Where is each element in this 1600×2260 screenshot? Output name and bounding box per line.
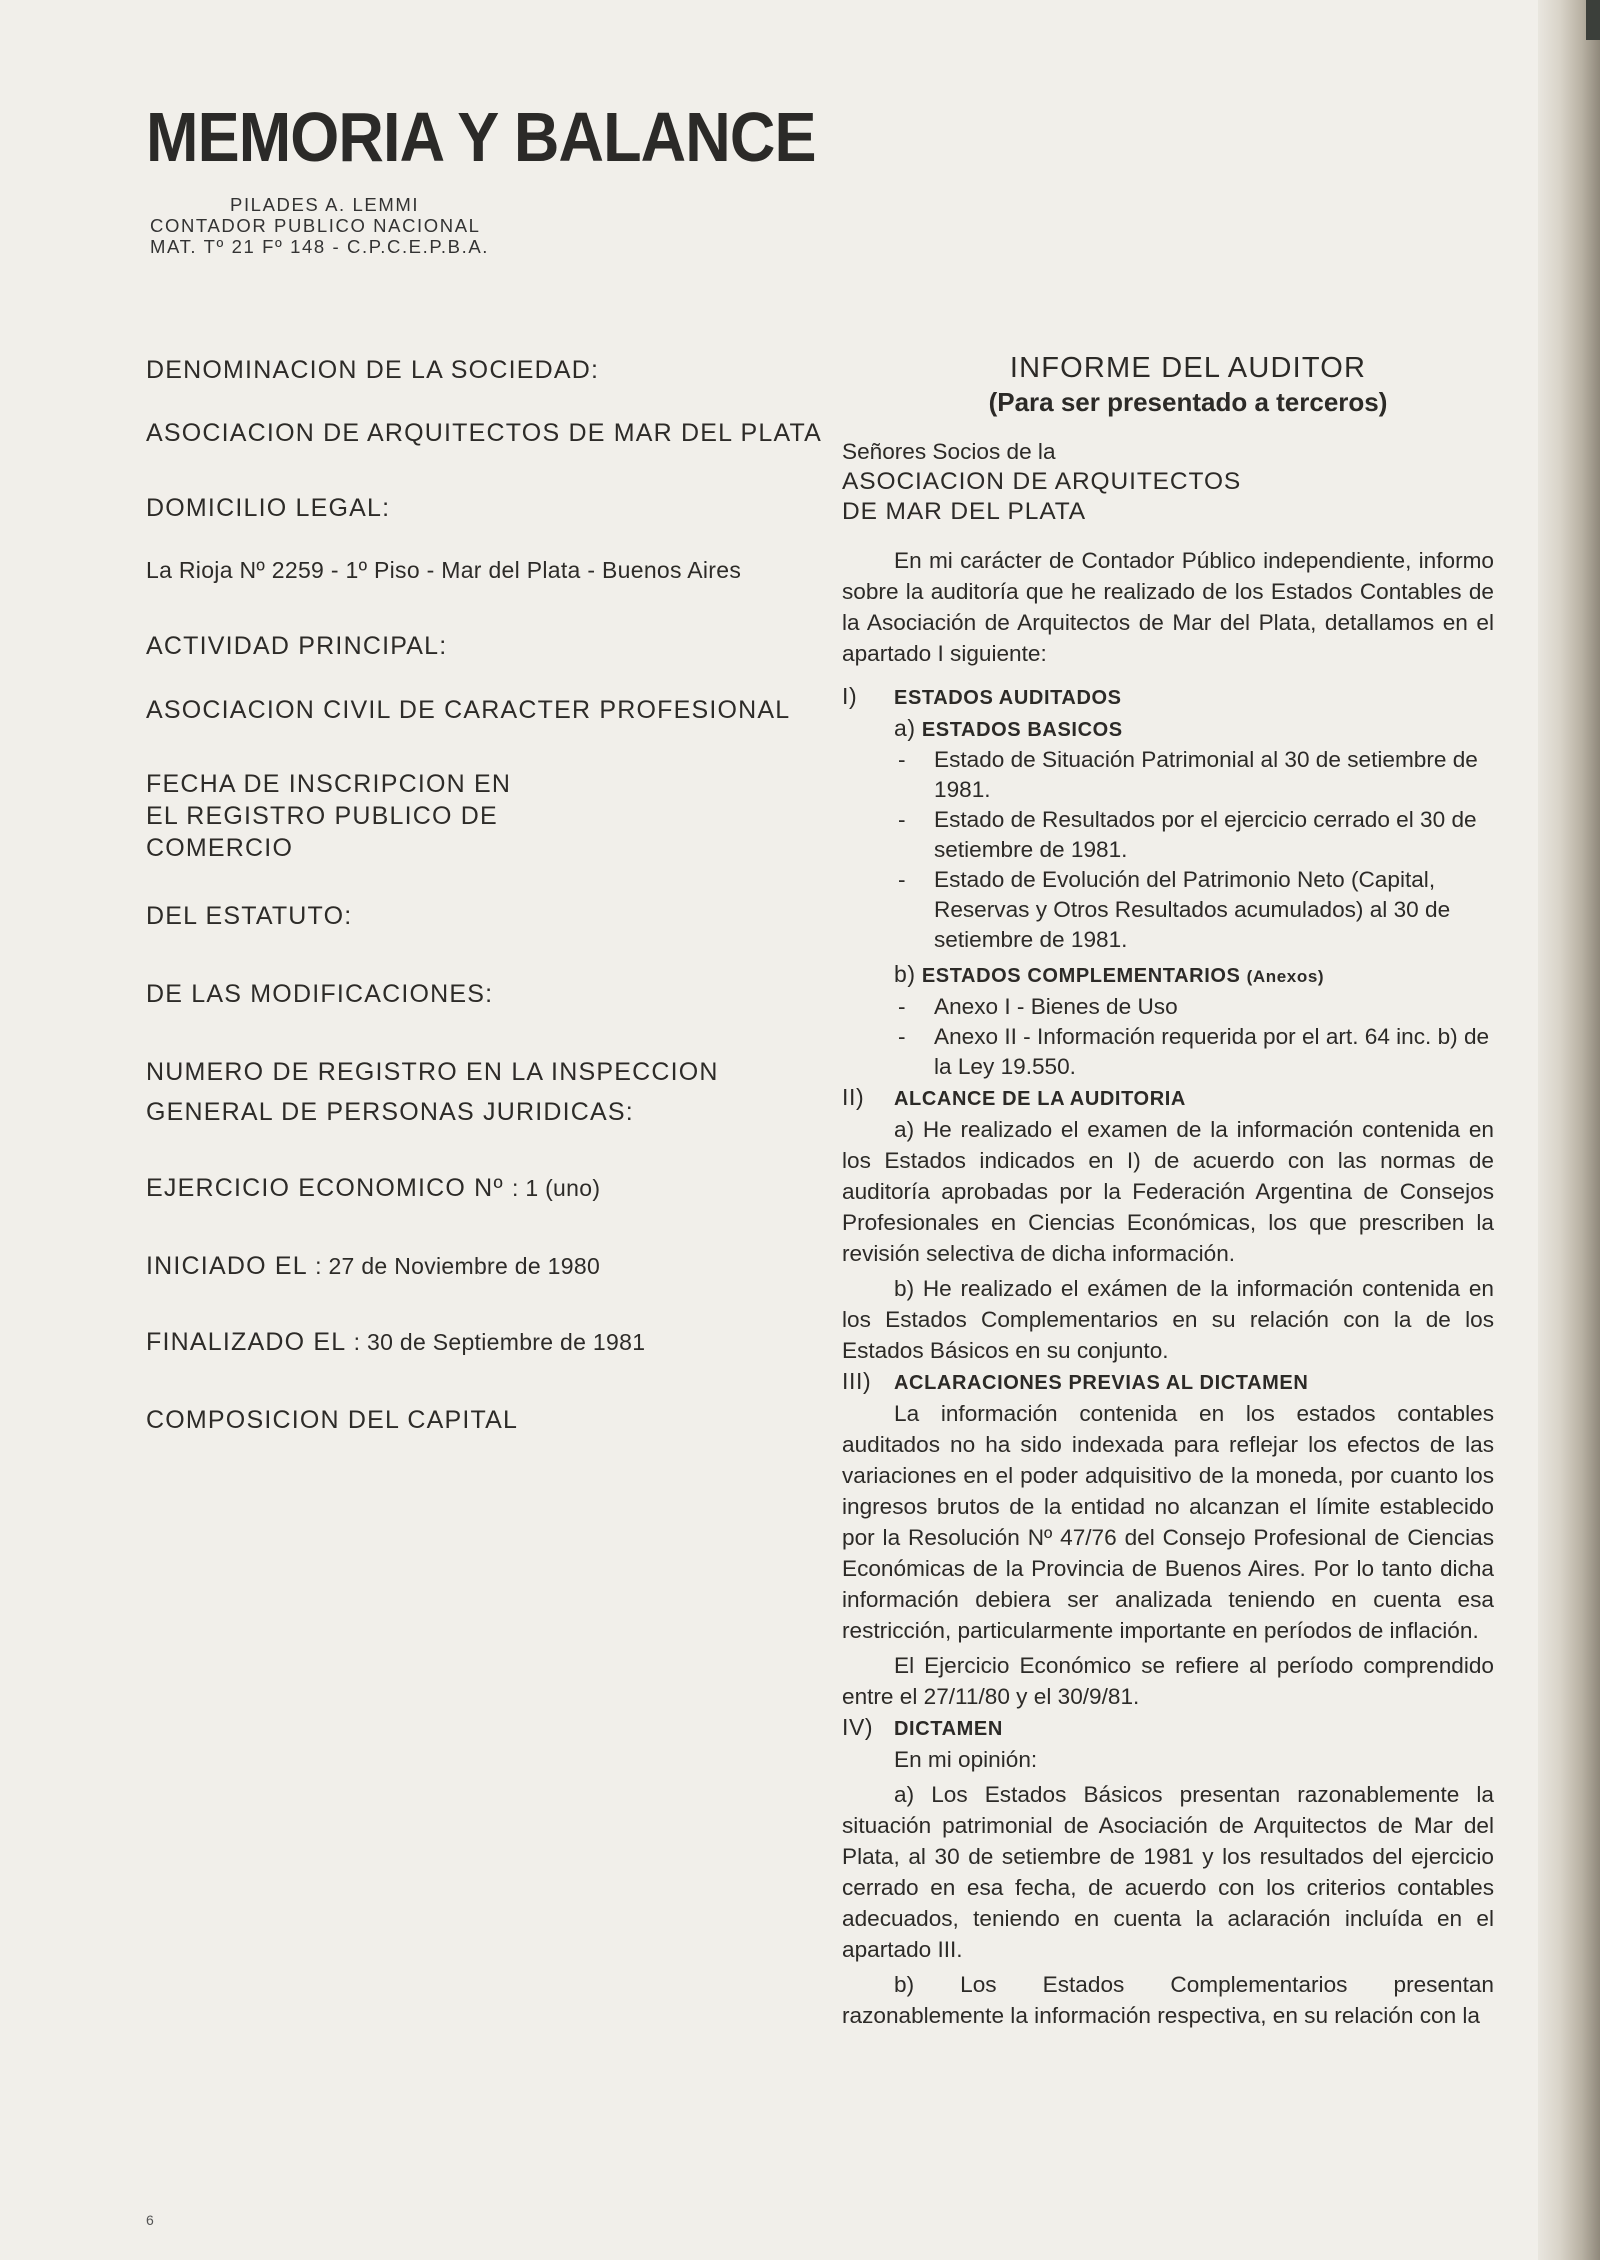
list-item: - Anexo I - Bienes de Uso [894, 992, 1494, 1022]
list-item: - Estado de Evolución del Patrimonio Neto (Capital, Reservas y Otros Resultados acumulados) al 30 de setiembre de 1981. [894, 865, 1494, 955]
author-block [150, 194, 489, 257]
section-3-paragraph-1: La información contenida en los estados contables auditados no ha sido indexada para reflejar los efectos de las variaciones en el poder adquisitivo de la moneda, por cuanto los ingresos brutos de la entidad no alcanzan el límite establecido por la Resolución Nº 47/76 del Consejo Profesional de Ciencias Económicas de la Provincia de Buenos Aires. Por lo tanto dicha información debiera ser analizada teniendo en cuenta esa restricción, particularmente importante en períodos de inflación. [842, 1401, 1494, 1643]
section-4-paragraph-b: b) Los Estados Complementarios presentan razonablemente la información respectiva, en su relación con la [842, 1972, 1494, 2028]
section-3-heading: III) ACLARACIONES PREVIAS AL DICTAMEN [842, 1368, 1309, 1394]
list-item: - Estado de Situación Patrimonial al 30 de setiembre de 1981. [894, 745, 1494, 805]
page-corner-shadow [1586, 0, 1600, 40]
page-title: MEMORIA Y BALANCE [146, 98, 816, 176]
author-name: PILADES A. LEMMI [230, 194, 420, 215]
iniciado-row [146, 1250, 600, 1282]
actividad-value: ASOCIACION CIVIL DE CARACTER PROFESIONAL [146, 696, 791, 724]
estatuto-label: DEL ESTATUTO: [146, 902, 353, 930]
addressee-block [842, 436, 1494, 527]
section-1b-list [842, 992, 1494, 1082]
author-registration: MAT. Tº 21 Fº 148 - C.P.C.E.P.B.A. [150, 236, 490, 257]
report-subtitle: (Para ser presentado a terceros) [988, 387, 1388, 417]
report-intro: En mi carácter de Contador Público independiente, informo sobre la auditoría que he realizado de los Estados Contables de la Asociación de Arquitectos de Mar del Plata, detallamos en el apartado I siguiente: [842, 548, 1494, 666]
domicilio-value: La Rioja Nº 2259 - 1º Piso - Mar del Plata - Buenos Aires [146, 557, 742, 583]
registro-line2: GENERAL DE PERSONAS JURIDICAS: [146, 1098, 634, 1126]
page-binding-edge [1538, 0, 1600, 2260]
section-3-paragraph-2: El Ejercicio Económico se refiere al período comprendido entre el 27/11/80 y el 30/9/81. [842, 1653, 1494, 1709]
section-4-intro: En mi opinión: [894, 1747, 1038, 1772]
finalizado-value: : 30 de Septiembre de 1981 [353, 1329, 646, 1355]
denominacion-value: ASOCIACION DE ARQUITECTOS DE MAR DEL PLATA [146, 419, 822, 447]
section-2-heading: II) ALCANCE DE LA AUDITORIA [842, 1084, 1186, 1110]
salutation: Señores Socios de la [842, 439, 1056, 464]
finalizado-row [146, 1326, 645, 1358]
addressee-line1: ASOCIACION DE ARQUITECTOS [842, 468, 1242, 495]
actividad-label: ACTIVIDAD PRINCIPAL: [146, 632, 448, 660]
fecha-inscripcion-line2: EL REGISTRO PUBLICO DE [146, 802, 498, 830]
ejercicio-label: EJERCICIO ECONOMICO Nº [146, 1174, 504, 1202]
iniciado-label: INICIADO EL [146, 1252, 307, 1280]
fecha-inscripcion-line3: COMERCIO [146, 834, 294, 862]
report-title: INFORME DEL AUDITOR [1009, 352, 1367, 384]
section-1b-heading: b) ESTADOS COMPLEMENTARIOS (Anexos) [894, 961, 1325, 987]
author-title: CONTADOR PUBLICO NACIONAL [150, 215, 481, 236]
section-4-heading: IV) DICTAMEN [842, 1714, 1003, 1740]
modificaciones-label: DE LAS MODIFICACIONES: [146, 980, 494, 1008]
domicilio-label: DOMICILIO LEGAL: [146, 494, 391, 522]
registro-line1: NUMERO DE REGISTRO EN LA INSPECCION [146, 1058, 719, 1086]
auditor-report-column [842, 350, 1494, 2031]
ejercicio-row [146, 1172, 600, 1204]
section-4-paragraph-a: a) Los Estados Básicos presentan razonablemente la situación patrimonial de Asociación de Arquitectos de Mar del Plata, al 30 de setiembre de 1981 y los resultados del ejercicio cerrado en esa fecha, de acuerdo con los criterios contables adecuados, teniendo en cuenta la aclaración incluída en el apartado III. [842, 1782, 1494, 1962]
fecha-inscripcion-line1: FECHA DE INSCRIPCION EN [146, 770, 512, 798]
section-1a-list [842, 745, 1494, 955]
denominacion-label: DENOMINACION DE LA SOCIEDAD: [146, 356, 600, 384]
list-item: - Estado de Resultados por el ejercicio cerrado el 30 de setiembre de 1981. [894, 805, 1494, 865]
list-item: - Anexo II - Información requerida por el art. 64 inc. b) de la Ley 19.550. [894, 1022, 1494, 1082]
section-2-paragraph-a: a) He realizado el examen de la información contenida en los Estados indicados en I) de acuerdo con las normas de auditoría aprobadas por la Federación Argentina de Consejos Profesionales en Ciencias Económicas, los que prescriben la revisión selectiva de dicha información. [842, 1117, 1494, 1266]
composicion-label: COMPOSICION DEL CAPITAL [146, 1406, 519, 1434]
iniciado-value: : 27 de Noviembre de 1980 [315, 1253, 601, 1279]
section-1a-heading: a) ESTADOS BASICOS [894, 715, 1123, 741]
section-1-heading: I) ESTADOS AUDITADOS [842, 683, 1122, 709]
ejercicio-value: : 1 (uno) [511, 1175, 601, 1201]
section-2-paragraph-b: b) He realizado el exámen de la información contenida en los Estados Complementarios en su relación con la de los Estados Básicos en su conjunto. [842, 1276, 1494, 1363]
page-number: 6 [146, 2212, 154, 2228]
addressee-line2: DE MAR DEL PLATA [842, 498, 1087, 525]
finalizado-label: FINALIZADO EL [146, 1328, 346, 1356]
